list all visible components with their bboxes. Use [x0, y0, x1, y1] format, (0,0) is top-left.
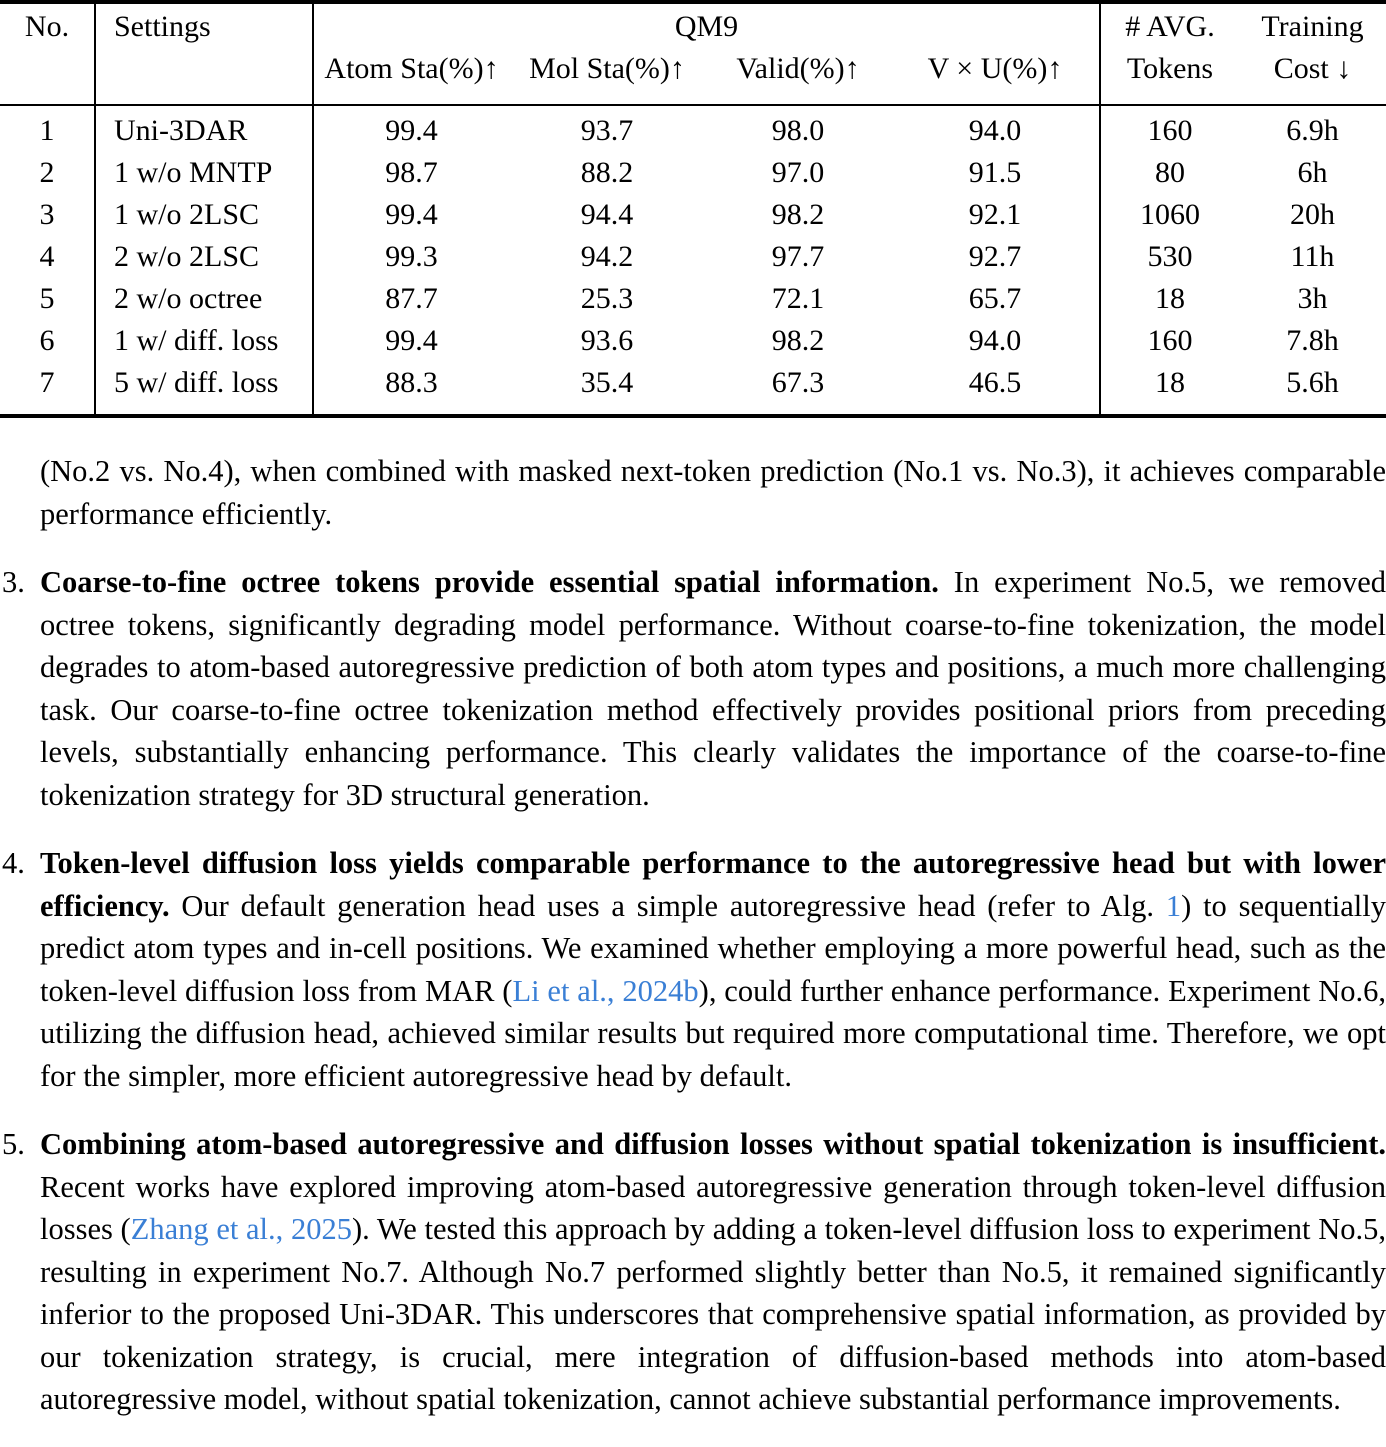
- list-item-5-text-1: Recent works have explored improving atom-based autoregressive generation through token-level diffusion losses (: [40, 1169, 1386, 1246]
- header-avg-tokens-line2: Tokens: [1100, 54, 1239, 105]
- row-mol-sta: 35.4: [580, 366, 634, 399]
- row-atom-sta: 99.4: [313, 196, 509, 238]
- row-no: 6: [39, 324, 55, 357]
- list-item-4-text-1: Our default generation head uses a simple autoregressive head (refer to Alg.: [169, 888, 1166, 923]
- row-v-times-u: 91.5: [968, 156, 1022, 189]
- row-settings: 1 w/o 2LSC: [95, 196, 313, 238]
- row-mol-sta: 93.7: [580, 114, 634, 147]
- citation-link-li-2024b[interactable]: Li et al., 2024b: [512, 973, 699, 1008]
- row-settings: 5 w/ diff. loss: [95, 364, 313, 416]
- header-no-spacer: [0, 54, 95, 105]
- list-item-4-marker: 4.: [2, 846, 25, 880]
- row-valid: 98.2: [771, 324, 825, 357]
- row-settings: 1 w/ diff. loss: [95, 322, 313, 364]
- header-mol-sta: Mol Sta(%)↑: [529, 52, 685, 85]
- row-mol-sta: 93.6: [580, 324, 634, 357]
- row-atom-sta: 88.3: [313, 364, 509, 416]
- table-rule-bottom: [0, 416, 1386, 418]
- row-mol-sta: 94.4: [580, 198, 634, 231]
- row-valid: 98.2: [771, 198, 825, 231]
- row-no: 5: [39, 282, 55, 315]
- row-cost: 20h: [1290, 198, 1335, 231]
- list-item-5-paragraph: [40, 1123, 1386, 1421]
- table-row: [0, 154, 1386, 196]
- row-v-times-u: 65.7: [968, 282, 1022, 315]
- header-training-cost-line2: Cost ↓: [1273, 52, 1352, 85]
- table-body: [0, 106, 1386, 416]
- header-no: No.: [24, 10, 70, 43]
- row-v-times-u: 94.0: [968, 324, 1022, 357]
- header-settings: Settings: [95, 4, 313, 54]
- row-no: 1: [39, 114, 55, 147]
- header-training-cost-line1: Training: [1261, 10, 1364, 43]
- row-cost: 6h: [1297, 156, 1328, 189]
- row-valid: 67.3: [771, 366, 825, 399]
- row-tokens: 18: [1100, 364, 1239, 416]
- header-v-times-u: V × U(%)↑: [927, 52, 1063, 85]
- header-settings-spacer: [95, 54, 313, 105]
- continuation-paragraph: (No.2 vs. No.4), when combined with masked next-token prediction (No.1 vs. No.3), it achieves comparable performance efficiently.: [40, 454, 1386, 531]
- row-settings: Uni-3DAR: [95, 106, 313, 154]
- row-v-times-u: 92.1: [968, 198, 1022, 231]
- row-settings: 2 w/o 2LSC: [95, 238, 313, 280]
- ablation-results-table: [0, 0, 1386, 418]
- row-tokens: 1060: [1100, 196, 1239, 238]
- list-item-5: [0, 1123, 1386, 1421]
- results-table-container: [0, 0, 1386, 418]
- row-atom-sta: 99.4: [313, 322, 509, 364]
- list-item-4-text-3: ), could further enhance performance. Experiment No.6, utilizing the diffusion head, achieved similar results but required more computational time. Therefore, we opt for the simpler, more efficient autoregressive head by default.: [40, 973, 1386, 1093]
- row-tokens: 530: [1100, 238, 1239, 280]
- table-header-row-2: [0, 54, 1386, 105]
- list-item-5-heading: Combining atom-based autoregressive and diffusion losses without spatial tokenization is insufficient.: [40, 1127, 1386, 1161]
- header-group-qm9: QM9: [313, 4, 1100, 54]
- list-item-3-heading: Coarse-to-fine octree tokens provide essential spatial information.: [40, 565, 939, 599]
- list-item-3-marker: 3.: [2, 565, 25, 599]
- row-no: 4: [39, 240, 55, 273]
- row-mol-sta: 94.2: [580, 240, 634, 273]
- row-cost: 6.9h: [1286, 114, 1339, 147]
- row-no: 7: [39, 366, 55, 399]
- row-valid: 97.0: [771, 156, 825, 189]
- list-item-3-paragraph: [40, 561, 1386, 816]
- list-item-3: [0, 561, 1386, 816]
- header-atom-sta: Atom Sta(%)↑: [313, 54, 509, 105]
- row-atom-sta: 99.4: [313, 106, 509, 154]
- list-item-4-heading: Token-level diffusion loss yields comparable performance to the autoregressive head but with lower efficiency.: [40, 846, 1386, 923]
- table-row: [0, 196, 1386, 238]
- table-row: [0, 364, 1386, 416]
- row-cost: 3h: [1297, 282, 1328, 315]
- row-cost: 5.6h: [1286, 366, 1339, 399]
- row-no: 3: [39, 198, 55, 231]
- row-settings: 2 w/o octree: [95, 280, 313, 322]
- list-item-5-text-2: ). We tested this approach by adding a token-level diffusion loss to experiment No.5, resulting in experiment No.7. Although No.7 performed slightly better than No.5, it remained significantly inferior to the proposed Uni-3DAR. This underscores that comprehensive spatial information, as provided by our tokenization strategy, is crucial, mere integration of diffusion-based methods into atom-based autoregressive model, without spatial tokenization, cannot achieve substantial performance improvements.: [40, 1212, 1386, 1416]
- row-cost: 7.8h: [1286, 324, 1339, 357]
- table-row: [0, 280, 1386, 322]
- row-v-times-u: 46.5: [968, 366, 1022, 399]
- table-row: [0, 322, 1386, 364]
- row-atom-sta: 98.7: [313, 154, 509, 196]
- row-tokens: 160: [1100, 322, 1239, 364]
- table-row: [0, 238, 1386, 280]
- row-mol-sta: 88.2: [580, 156, 634, 189]
- row-v-times-u: 94.0: [968, 114, 1022, 147]
- row-tokens: 80: [1100, 154, 1239, 196]
- row-tokens: 160: [1100, 106, 1239, 154]
- row-valid: 98.0: [771, 114, 825, 147]
- row-v-times-u: 92.7: [968, 240, 1022, 273]
- list-item-4-text-2: ) to sequentially predict atom types and in-cell positions. We examined whether employing a more powerful head, such as the token-level diffusion loss from MAR (: [40, 888, 1386, 1008]
- citation-link-zhang-2025[interactable]: Zhang et al., 2025: [130, 1212, 352, 1246]
- row-mol-sta: 25.3: [580, 282, 634, 315]
- row-tokens: 18: [1100, 280, 1239, 322]
- row-settings: 1 w/o MNTP: [95, 154, 313, 196]
- table-header-row-1: [0, 4, 1386, 54]
- header-valid: Valid(%)↑: [736, 52, 860, 85]
- table-row: [0, 106, 1386, 154]
- list-item-4: [0, 842, 1386, 1097]
- row-valid: 72.1: [771, 282, 825, 315]
- list-item-5-marker: 5.: [2, 1127, 25, 1161]
- row-valid: 97.7: [771, 240, 825, 273]
- row-cost: 11h: [1290, 240, 1335, 273]
- list-item-3-text: In experiment No.5, we removed octree tokens, significantly degrading model performance. Without coarse-to-fine tokenization, the model degrades to atom-based autoregressive prediction of both atom types and positions, a much more challenging task. Our coarse-to-fine octree tokenization method effectively provides positional priors from preceding levels, substantially enhancing performance. This clearly validates the importance of the coarse-to-fine tokenization strategy for 3D structural generation.: [40, 565, 1386, 812]
- row-no: 2: [39, 156, 55, 189]
- list-item-4-paragraph: [40, 842, 1386, 1097]
- body-text: [0, 450, 1386, 1447]
- row-atom-sta: 87.7: [313, 280, 509, 322]
- algorithm-reference-link[interactable]: 1: [1165, 888, 1182, 923]
- header-avg-tokens-line1: # AVG.: [1100, 4, 1239, 54]
- row-atom-sta: 99.3: [313, 238, 509, 280]
